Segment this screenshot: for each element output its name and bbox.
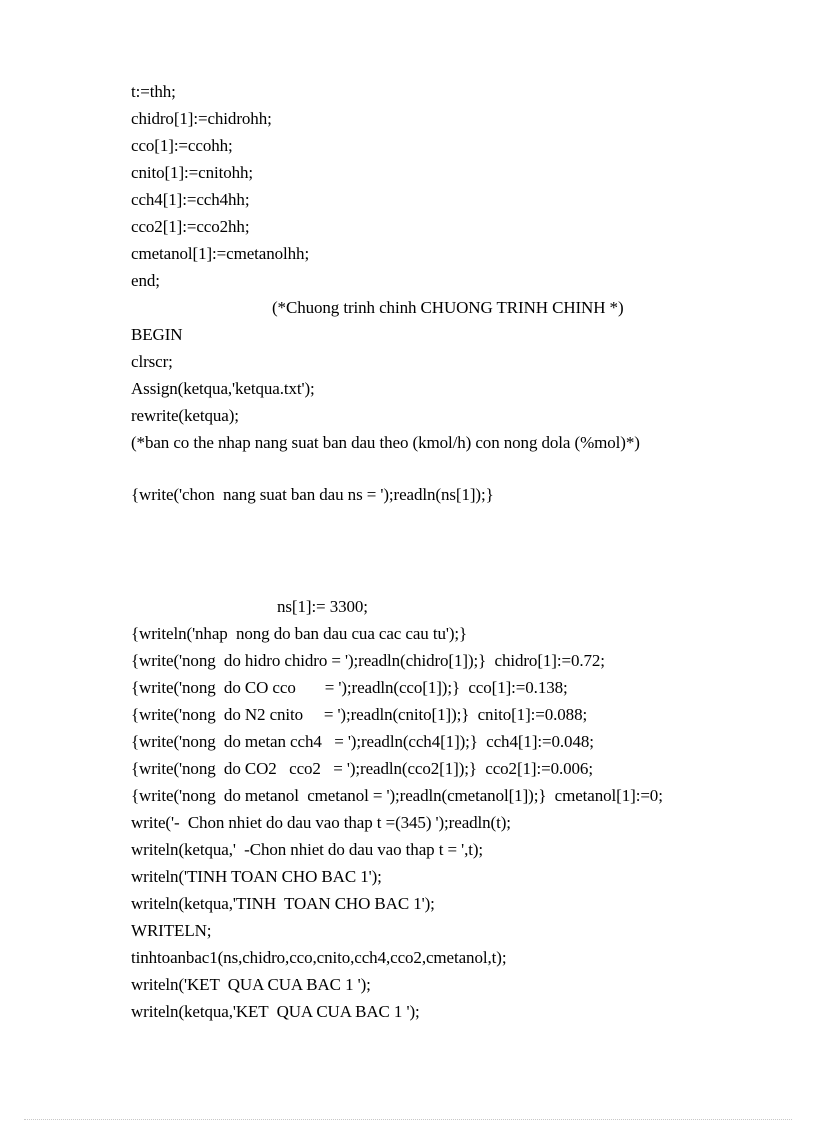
code-line: ns[1]:= 3300; (277, 597, 368, 616)
code-line: WRITELN; (131, 921, 212, 940)
code-line: t:=thh; (131, 82, 176, 101)
code-line: tinhtoanbac1(ns,chidro,cco,cnito,cch4,cco2,cmetanol,t); (131, 948, 507, 967)
code-line: Assign(ketqua,'ketqua.txt'); (131, 379, 315, 398)
code-line: writeln(ketqua,'KET QUA CUA BAC 1 '); (131, 1002, 420, 1021)
code-line: writeln(ketqua,' -Chon nhiet do dau vao thap t = ',t); (131, 840, 484, 859)
code-line: {write('nong do metanol cmetanol = ');readln(cmetanol[1]);} cmetanol[1]:=0; (131, 786, 663, 805)
code-line: {write('nong do CO cco = ');readln(cco[1]);} cco[1]:=0.138; (131, 678, 568, 697)
code-line: {writeln('nhap nong do ban dau cua cac cau tu');} (131, 624, 468, 643)
code-line: cch4[1]:=cch4hh; (131, 190, 250, 209)
code-line: chidro[1]:=chidrohh; (131, 109, 272, 128)
code-line: {write('nong do metan cch4 = ');readln(cch4[1]);} cch4[1]:=0.048; (131, 732, 594, 751)
page-bottom-divider (24, 1119, 792, 1120)
code-line: BEGIN (131, 325, 183, 344)
code-line: {write('chon nang suat ban dau ns = ');readln(ns[1]);} (131, 485, 494, 504)
code-line: write('- Chon nhiet do dau vao thap t =(345) ');readln(t); (131, 813, 511, 832)
code-line: {write('nong do hidro chidro = ');readln(chidro[1]);} chidro[1]:=0.72; (131, 651, 605, 670)
code-line: cco2[1]:=cco2hh; (131, 217, 250, 236)
code-line: cmetanol[1]:=cmetanolhh; (131, 244, 310, 263)
code-line: clrscr; (131, 352, 173, 371)
code-line: writeln('TINH TOAN CHO BAC 1'); (131, 867, 382, 886)
code-line: rewrite(ketqua); (131, 406, 239, 425)
code-line: writeln('KET QUA CUA BAC 1 '); (131, 975, 371, 994)
code-comment-line: (*ban co the nhap nang suat ban dau theo (kmol/h) con nong dola (%mol)*) (131, 433, 640, 452)
code-line: end; (131, 271, 160, 290)
program-comment-heading: (*Chuong trinh chinh CHUONG TRINH CHINH *) (272, 298, 624, 317)
code-line: {write('nong do N2 cnito = ');readln(cnito[1]);} cnito[1]:=0.088; (131, 705, 588, 724)
code-line: writeln(ketqua,'TINH TOAN CHO BAC 1'); (131, 894, 435, 913)
code-line: cco[1]:=ccohh; (131, 136, 233, 155)
code-line: cnito[1]:=cnitohh; (131, 163, 254, 182)
code-line: {write('nong do CO2 cco2 = ');readln(cco2[1]);} cco2[1]:=0.006; (131, 759, 593, 778)
